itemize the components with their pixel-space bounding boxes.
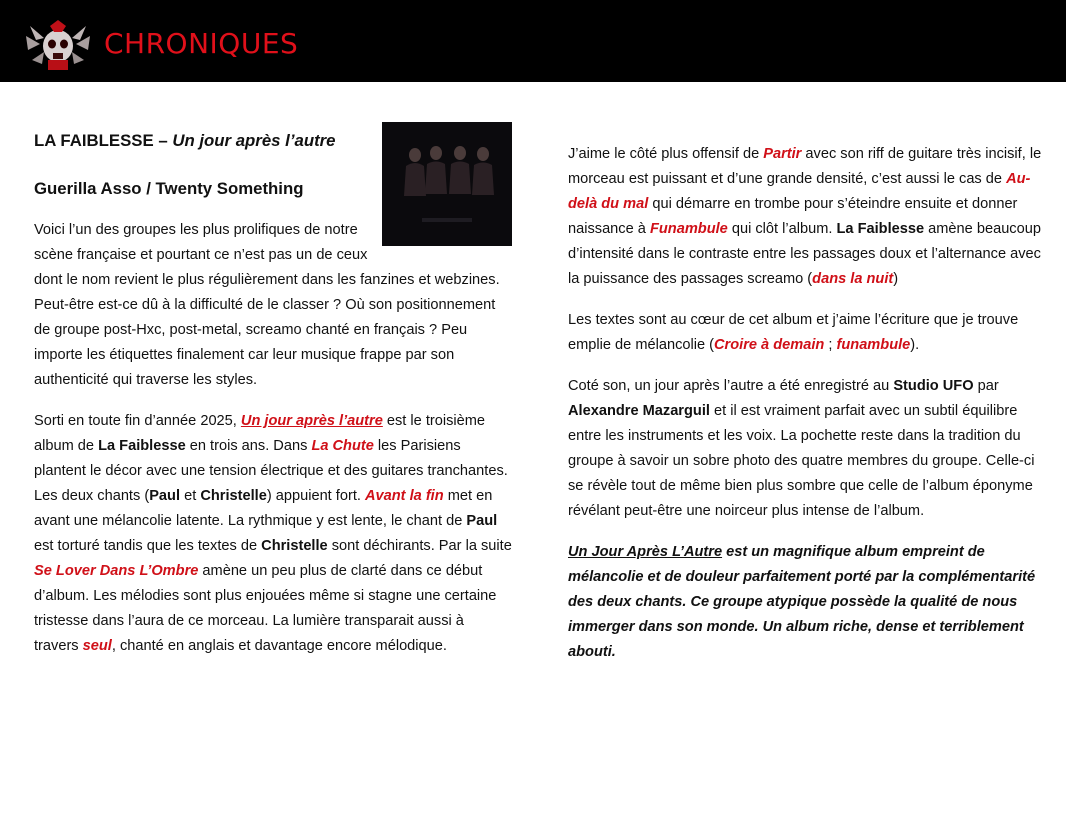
text: met en avant une mélancolie latente. La rythmique y est lente, le chant de bbox=[34, 488, 493, 529]
song-title: La Chute bbox=[311, 438, 374, 454]
song-title: Croire à demain bbox=[714, 337, 825, 353]
page-header bbox=[0, 0, 1066, 82]
article-right-column bbox=[568, 142, 1046, 681]
text: Coté son, un jour après l’autre a été enregistré au bbox=[568, 378, 894, 394]
song-title: Avant la fin bbox=[365, 488, 444, 504]
text: qui clôt l’album. bbox=[727, 221, 837, 237]
section-title: CHRONIQUES bbox=[104, 27, 299, 60]
member-name: Christelle bbox=[200, 488, 267, 504]
album-title-conclusion: Un Jour Après L’Autre bbox=[568, 544, 723, 560]
member-name: Paul bbox=[466, 513, 498, 529]
song-title: Funambule bbox=[649, 221, 728, 237]
skull-crest-logo bbox=[22, 20, 94, 72]
text: amène un peu plus de clarté dans ce début d’album. Les mélodies sont plus enjouées même si stagne une certaine tristesse dans l’aura de ce morceau. La lumière transparait aussi à travers bbox=[34, 563, 497, 654]
text: et il est vraiment parfait avec un subtil équilibre entre les instruments et les voix. La pochette reste dans la tradition du groupe à savoir un sobre photo des quatre membres du groupe. Celle-ci se révèle tout de même bien plus sombre que celle de l’album éponyme révélant peut-être une noirceur plus intense de l’album. bbox=[568, 403, 1035, 519]
album-cover-image bbox=[382, 122, 512, 246]
text: est torturé tandis que les textes de bbox=[34, 538, 262, 554]
text: ) bbox=[893, 271, 899, 287]
band-name-inline: La Faiblesse bbox=[836, 221, 925, 237]
text: par bbox=[973, 378, 999, 394]
song-title: Se Lover Dans L’Ombre bbox=[34, 563, 199, 579]
article-left-column bbox=[34, 126, 512, 675]
text: sont déchirants. Par la suite bbox=[327, 538, 512, 554]
text: amène beaucoup d’intensité dans le contraste entre les passages doux et l’alternance avec la puissance des passages screamo ( bbox=[568, 221, 1041, 287]
text: les Parisiens plantent le décor avec une tension électrique et des guitares tranchantes. Les deux chants ( bbox=[34, 438, 508, 504]
text: est un magnifique album empreint de mélancolie et de douleur parfaitement porté par la complémentarité des deux chants. Ce groupe atypique possède la qualité de nous immerger dans son monde. Un album riche, dense et terriblement abouti. bbox=[568, 544, 1036, 660]
song-title: funambule bbox=[836, 337, 911, 353]
text: ). bbox=[910, 337, 920, 353]
text: qui démarre en trombe pour s’éteindre ensuite et donner naissance à bbox=[568, 196, 1018, 237]
text: , chanté en anglais et davantage encore mélodique. bbox=[111, 638, 447, 654]
paragraph-production bbox=[568, 374, 1046, 524]
text: en trois ans. Dans bbox=[185, 438, 312, 454]
paragraph-intro: Voici l’un des groupes les plus prolifiques de notre scène française et pourtant ce n’est pas un de ceux dont le nom revient le plus régulièrement dans les fanzines et webzines. Peut-être est-ce dû à la difficulté de le classer ? Où son positionnement de groupe post-Hxc, post-metal, screamo chanté en français ? Peu importe les étiquettes finalement car leur musique frappe par son authenticité qui traverse les styles. bbox=[34, 222, 500, 388]
song-title: dans la nuit bbox=[812, 271, 894, 287]
song-title: seul bbox=[82, 638, 112, 654]
member-name: Paul bbox=[149, 488, 181, 504]
paragraph-lyrics bbox=[568, 308, 1046, 358]
headline-dash: – bbox=[153, 131, 173, 150]
text: ; bbox=[824, 337, 837, 353]
member-name: Christelle bbox=[261, 538, 328, 554]
text: Les textes sont au cœur de cet album et j’aime l’écriture que je trouve emplie de mélancolie ( bbox=[568, 312, 1019, 353]
text: J’aime le côté plus offensif de bbox=[568, 146, 764, 162]
record-labels: Guerilla Asso / Twenty Something bbox=[34, 179, 304, 198]
song-title: Au-delà du mal bbox=[568, 171, 1031, 212]
paragraph-tracks-1 bbox=[34, 409, 512, 659]
band-photo bbox=[382, 122, 512, 246]
band-name-inline: La Faiblesse bbox=[98, 438, 186, 454]
engineer-name: Alexandre Mazarguil bbox=[568, 403, 710, 419]
album-title: Un jour après l’autre bbox=[172, 131, 336, 150]
band-name: LA FAIBLESSE bbox=[34, 131, 154, 150]
song-title: Partir bbox=[763, 146, 802, 162]
text: et bbox=[180, 488, 201, 504]
paragraph-conclusion bbox=[568, 540, 1046, 665]
text: Sorti en toute fin d’année 2025, bbox=[34, 413, 241, 429]
paragraph-tracks-2 bbox=[568, 142, 1046, 292]
studio-name: Studio UFO bbox=[893, 378, 974, 394]
text: ) appuient fort. bbox=[266, 488, 365, 504]
text: est le troisième album de bbox=[34, 413, 486, 454]
text: avec son riff de guitare très incisif, le morceau est puissant et d’une grande densité, c’est aussi le cas de bbox=[568, 146, 1042, 187]
album-link[interactable]: Un jour après l’autre bbox=[240, 413, 383, 429]
